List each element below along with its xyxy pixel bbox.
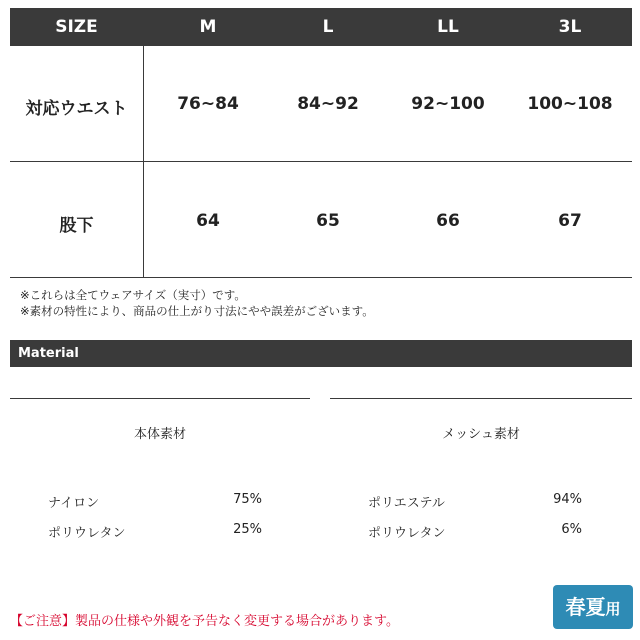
mesh-material-percent: 6% — [561, 522, 582, 537]
body-material-name: ポリウレタン — [48, 526, 126, 541]
inseam-3l: 67 — [558, 211, 582, 231]
waist-m: 76~84 — [177, 94, 239, 114]
inseam-m: 64 — [196, 211, 220, 231]
inseam-l: 65 — [316, 211, 340, 231]
material-right-line — [330, 398, 632, 399]
caution-note: 【ご注意】製品の仕様や外観を予告なく変更する場合があります。 — [10, 614, 399, 629]
waist-l: 84~92 — [297, 94, 359, 114]
material-left-line — [10, 398, 310, 399]
body-material-name: ナイロン — [48, 496, 100, 511]
note-actual-size: ※これらは全てウェアサイズ（実寸）です。 — [20, 288, 246, 302]
waist-ll: 92~100 — [411, 94, 485, 114]
size-table — [10, 8, 632, 278]
material-title: Material — [18, 346, 79, 361]
table-bottom-line — [10, 277, 632, 278]
header-l: L — [322, 17, 334, 37]
mesh-material-name: ポリウレタン — [368, 526, 446, 541]
mesh-material-percent: 94% — [553, 492, 582, 507]
row-divider — [10, 161, 632, 162]
row-label-inseam: 股下 — [59, 216, 94, 236]
body-material-percent: 75% — [233, 492, 262, 507]
header-3l: 3L — [558, 17, 582, 37]
header-size: SIZE — [55, 17, 98, 37]
season-badge-suffix: 用 — [605, 600, 621, 618]
row-label-waist: 対応ウエスト — [25, 99, 128, 119]
column-divider — [143, 46, 144, 278]
size-table-header — [10, 8, 632, 46]
body-material-percent: 25% — [233, 522, 262, 537]
waist-3l: 100~108 — [527, 94, 613, 114]
season-badge-main: 春夏 — [565, 595, 606, 619]
body-material-heading: 本体素材 — [133, 427, 186, 442]
header-ll: LL — [437, 17, 459, 37]
material-bar — [10, 340, 632, 367]
season-badge — [553, 585, 633, 629]
header-m: M — [199, 17, 217, 37]
note-material-tolerance: ※素材の特性により、商品の仕上がり寸法にやや誤差がございます。 — [20, 304, 374, 318]
inseam-ll: 66 — [436, 211, 460, 231]
mesh-material-name: ポリエステル — [368, 496, 445, 511]
mesh-material-heading: メッシュ素材 — [442, 427, 520, 442]
